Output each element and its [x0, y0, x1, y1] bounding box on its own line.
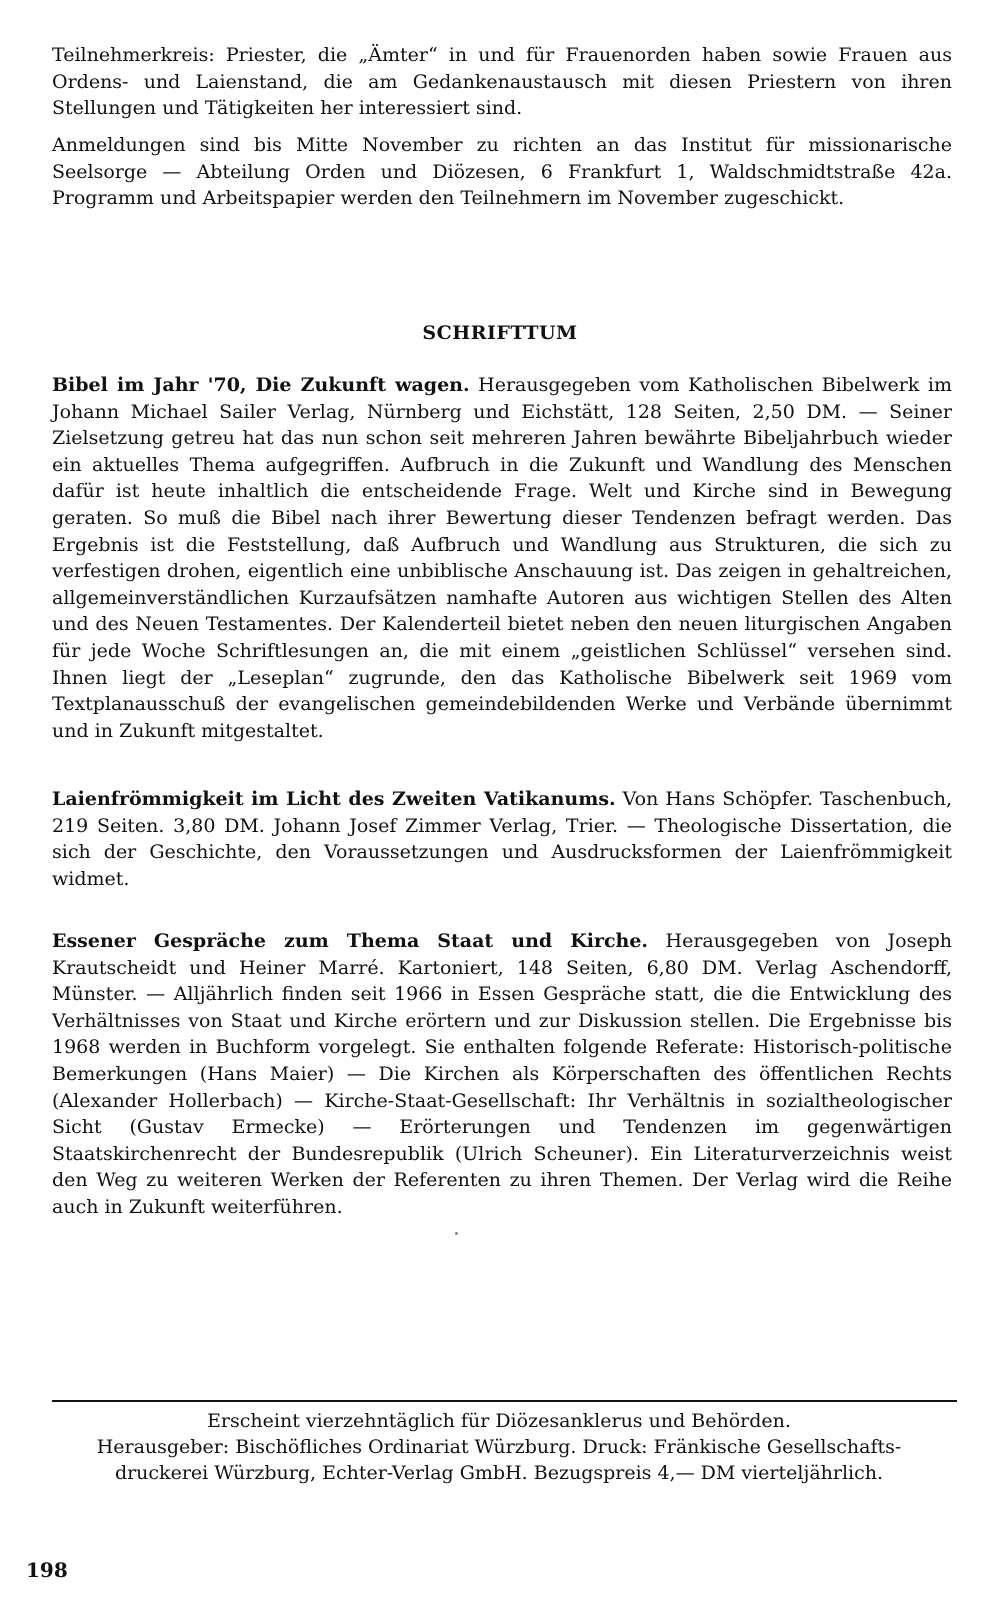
review-body: Herausgegeben vom Katholischen Bibelwerk im Johann Michael Sailer Verlag, Nürnberg und Eichstätt, 128 Seiten, 2,50 DM. — Seiner Zielsetzung getreu hat das nun schon seit mehreren Jahren bewährte Bibeljahrbuch wieder ein aktuelles Thema aufgegriffen. Aufbruch in die Zukunft und Wandlung des Menschen dafür ist heute inhaltlich die entscheidende Frage. Welt und Kirche sind in Bewegung geraten. So muß die Bibel nach ihrer Bewertung dieser Tendenzen befragt werden. Das Ergebnis ist die Feststellung, daß Aufbruch und Wandlung aus Strukturen, die sich zu verfestigen drohen, eigentlich eine unbiblische Anschauung ist. Das zeigen in gehaltreichen, allgemeinverständlichen Kurzaufsätzen namhafte Autoren aus wichtigen Stellen des Alten und des Neuen Testamentes. Der Kalenderteil bietet neben den neuen liturgischen Angaben für jede Woche Schriftlesungen an, die mit einem „geistlichen Schlüssel“ versehen sind. Ihnen liegt der „Leseplan“ zugrunde, den das Katholische Bibelwerk seit 1969 vom Textplanausschuß der evangelischen gemeindebildenden Werke und Verbände übernimmt und in Zukunft mitgestaltet.	[52, 374, 952, 742]
page-number: 198	[26, 1558, 68, 1582]
review-entry	[52, 372, 952, 744]
review-title: Bibel im Jahr '70, Die Zukunft wagen.	[52, 374, 470, 396]
publication-footer	[24, 1408, 974, 1486]
review-entry	[52, 928, 952, 1221]
print-speck	[455, 1232, 458, 1235]
footer-line: Erscheint vierzehntäglich für Diözesanklerus und Behörden.	[207, 1410, 791, 1432]
announcement-registration: Anmeldungen sind bis Mitte November zu richten an das Institut für missionarische Seelsorge — Abteilung Orden und Diözesen, 6 Frankfurt 1, Waldschmidtstraße 42a. Programm und Arbeitspapier werden den Teilnehmern im November zugeschickt.	[52, 134, 952, 210]
footer-divider	[52, 1400, 957, 1402]
review-title: Laienfrömmigkeit im Licht des Zweiten Vatikanums.	[52, 788, 616, 810]
review-title: Essener Gespräche zum Thema Staat und Kirche.	[52, 930, 649, 952]
footer-line: druckerei Würzburg, Echter-Verlag GmbH. Bezugspreis 4,— DM vierteljährlich.	[114, 1462, 884, 1484]
footer-line: Herausgeber: Bischöfliches Ordinariat Würzburg. Druck: Fränkische Gesellschafts-	[96, 1436, 902, 1458]
review-entry	[52, 786, 952, 892]
announcement-participants: Teilnehmerkreis: Priester, die „Ämter“ in und für Frauenorden haben sowie Frauen aus Ordens- und Laienstand, die am Gedankenaustausch mit diesen Priestern von ihren Stellungen und Tätigkeiten her interessiert sind.	[52, 44, 952, 120]
review-body: Von Hans Schöpfer. Taschenbuch, 219 Seiten. 3,80 DM. Johann Josef Zimmer Verlag, Trier. — Theologische Dissertation, die sich der Geschichte, den Voraussetzungen und Ausdrucksformen der Laienfrömmigkeit widmet.	[52, 788, 952, 890]
section-heading: SCHRIFTTUM	[422, 322, 578, 344]
review-body: Herausgegeben von Joseph Krautscheidt und Heiner Marré. Kartoniert, 148 Seiten, 6,80 DM. Verlag Aschendorff, Münster. — Alljährlich finden seit 1966 in Essen Gespräche statt, die die Entwicklung des Verhältnisses von Staat und Kirche erörtern und zur Diskussion stellen. Die Ergebnisse bis 1968 werden in Buchform vorgelegt. Sie enthalten folgende Referate: Historisch-politische Bemerkungen (Hans Maier) — Die Kirchen als Körperschaften des öffentlichen Rechts (Alexander Hollerbach) — Kirche-Staat-Gesellschaft: Ihr Verhältnis in sozialtheologischer Sicht (Gustav Ermecke) — Erörterungen und Tendenzen im gegenwärtigen Staatskirchenrecht der Bundesrepublik (Ulrich Scheuner). Ein Literaturverzeichnis weist den Weg zu weiteren Werken der Referenten zu ihren Themen. Der Verlag wird die Reihe auch in Zukunft weiterführen.	[52, 930, 952, 1218]
